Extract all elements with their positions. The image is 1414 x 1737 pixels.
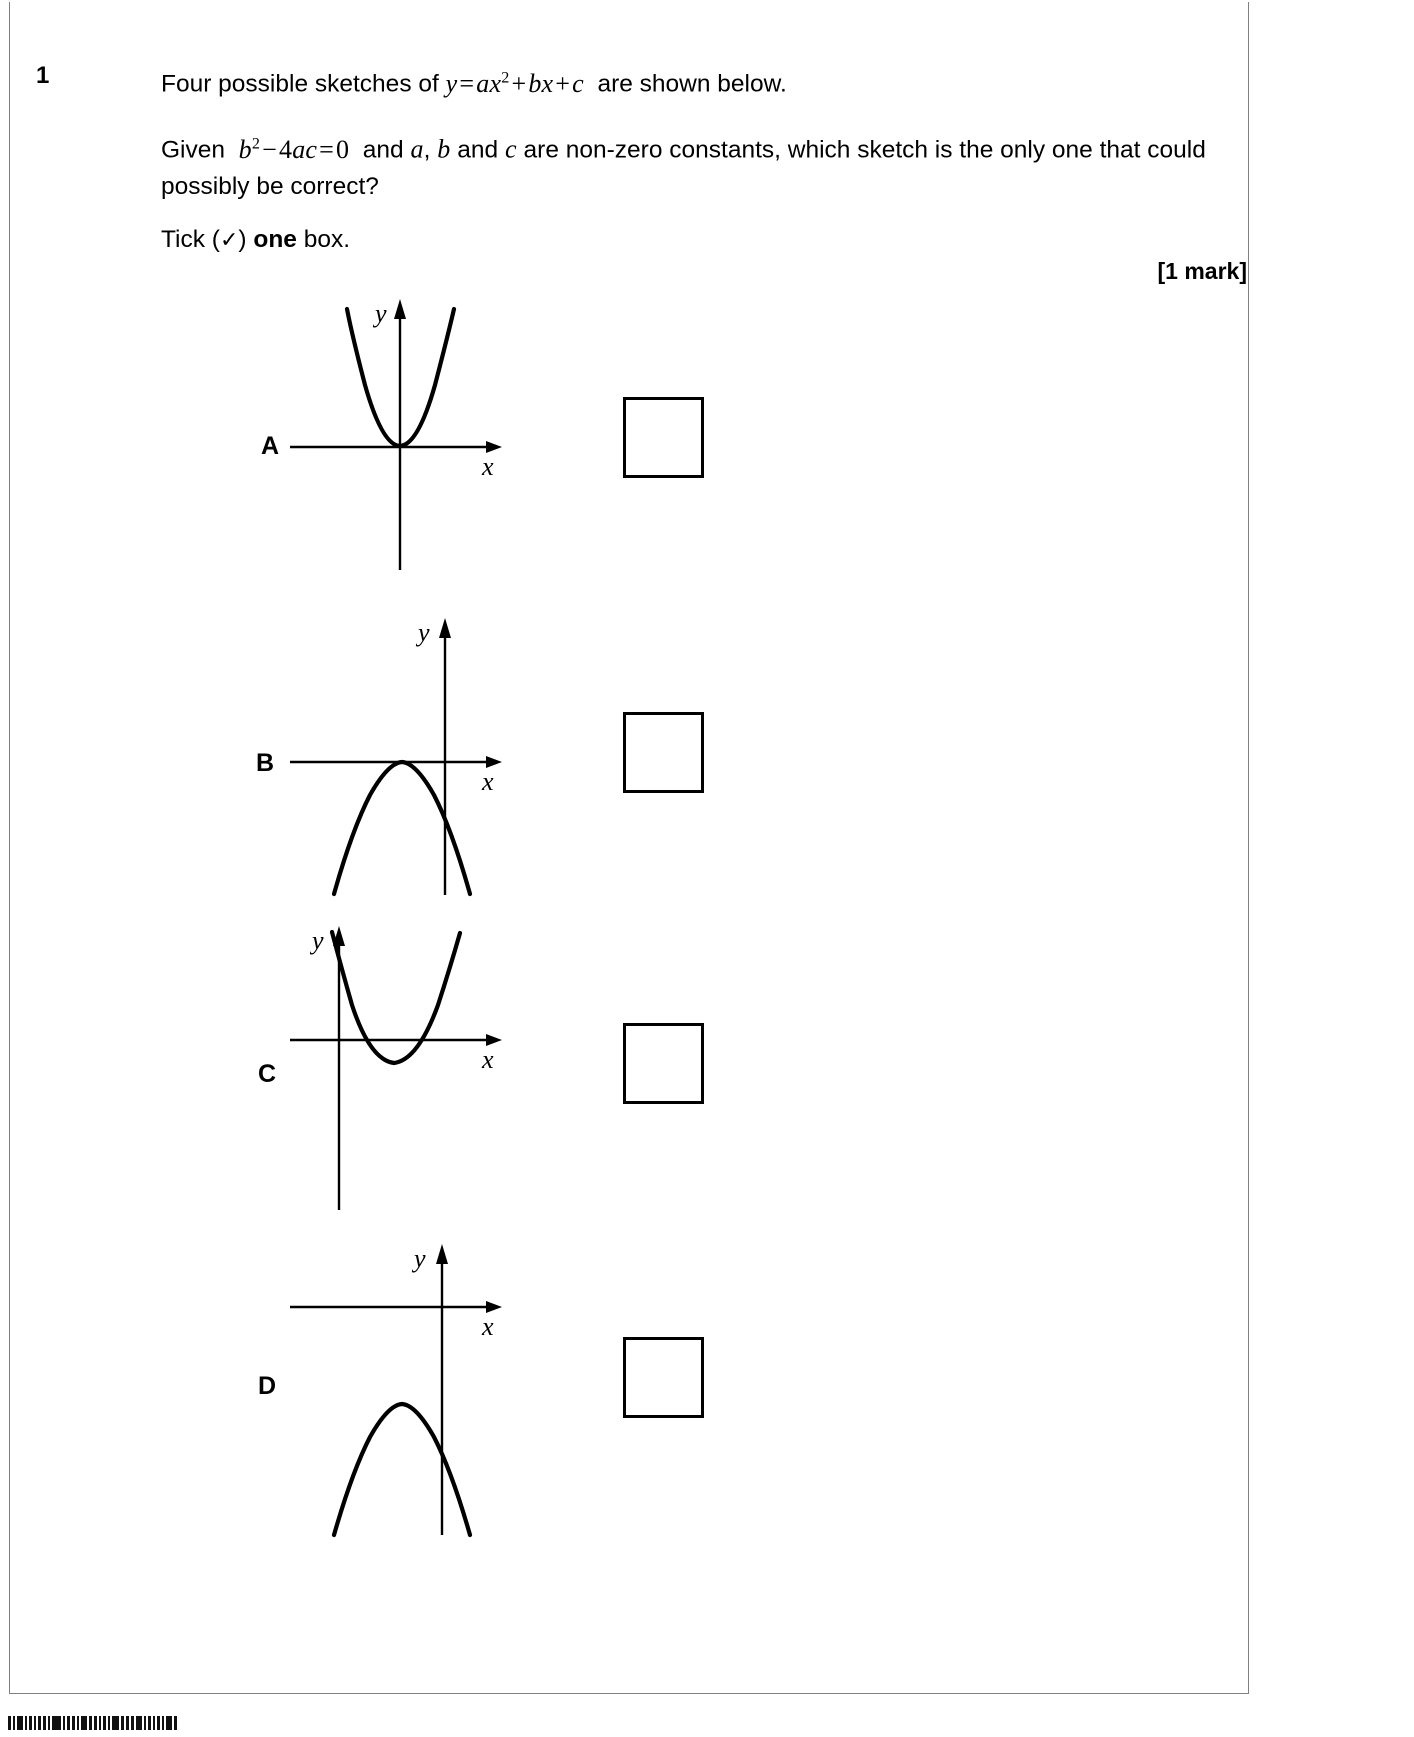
parabola-curve-c [332, 932, 460, 1063]
question-line-2-mid: and [362, 136, 404, 164]
and-word: and [457, 136, 499, 164]
formula-variables: a [410, 134, 424, 164]
y-axis-arrow-b [439, 618, 451, 638]
barcode [8, 1716, 179, 1730]
tick-instruction-bold: one [253, 226, 297, 253]
tick-instruction-suffix: box. [296, 226, 351, 253]
barcode-bar [144, 1716, 146, 1730]
barcode-bar [77, 1716, 79, 1730]
question-line-2: Given $b^2-4ac=0$ and a, b and c are non-zero constants, which sketch is the only one that could possibly be correct? [161, 134, 1206, 200]
barcode-bar [13, 1716, 15, 1730]
barcode-bar [121, 1716, 124, 1730]
option-letter-b: B [256, 749, 275, 777]
barcode-bar [81, 1716, 87, 1730]
y-axis-arrow-a [394, 299, 406, 319]
sketch-c-svg [290, 920, 590, 1220]
barcode-bar [17, 1716, 23, 1730]
barcode-bar [63, 1716, 65, 1730]
question-line-1-prefix: Four possible sketches of [161, 70, 439, 98]
option-letter-d: D [258, 1372, 277, 1400]
barcode-bar [72, 1716, 75, 1730]
answer-box-d[interactable] [623, 1337, 704, 1418]
barcode-bar [112, 1716, 119, 1730]
barcode-bar [94, 1716, 97, 1730]
answer-box-c[interactable] [623, 1023, 704, 1104]
barcode-bar [157, 1716, 160, 1730]
formula-quadratic: $y=ax^2+bx+c$ [445, 68, 591, 98]
sketch-a-svg [290, 295, 590, 585]
barcode-bar [126, 1716, 129, 1730]
barcode-bar [8, 1716, 11, 1730]
barcode-bar [136, 1716, 142, 1730]
barcode-bar [89, 1716, 92, 1730]
question-number: 1 [36, 62, 50, 89]
answer-box-b[interactable] [623, 712, 704, 793]
answer-box-a[interactable] [623, 397, 704, 478]
y-axis-arrow-d [436, 1244, 448, 1264]
x-axis-label-c: x [482, 1045, 494, 1074]
barcode-bar [29, 1716, 32, 1730]
option-letter-a: A [261, 432, 280, 460]
barcode-bar [48, 1716, 50, 1730]
barcode-bar [43, 1716, 46, 1730]
barcode-bar [103, 1716, 106, 1730]
option-letter-c: C [258, 1060, 277, 1088]
sketch-b [290, 610, 590, 910]
formula-discriminant: $b^2-4ac=0$ [238, 134, 350, 164]
tick-instruction-mid: ) [238, 226, 254, 253]
formula-variable-b: b [437, 134, 451, 164]
formula-variable-c: c [504, 134, 517, 164]
tick-instruction [161, 222, 861, 259]
y-axis-label-c: y [312, 926, 324, 955]
sketch-d [290, 1240, 590, 1540]
x-axis-label-b: x [482, 767, 494, 796]
barcode-bar [34, 1716, 36, 1730]
sketch-d-svg [290, 1240, 590, 1540]
parabola-curve-b [334, 762, 470, 894]
question-line-1 [161, 60, 1221, 103]
y-axis-label-a: y [375, 299, 387, 328]
barcode-bar [131, 1716, 134, 1730]
question-line-2-prefix: Given [161, 136, 226, 164]
question-line-2-suffix: are non-zero constants, which sketch is the only one that could possibly be correct? [161, 136, 1206, 200]
tick-instruction-prefix: Tick ( [161, 226, 220, 253]
barcode-bar [25, 1716, 27, 1730]
barcode-bar [108, 1716, 110, 1730]
x-axis-label-d: x [482, 1312, 494, 1341]
sketch-b-svg [290, 610, 590, 910]
barcode-bar [153, 1716, 155, 1730]
question-line-1-suffix: are shown below. [597, 70, 787, 98]
barcode-bar [67, 1716, 70, 1730]
barcode-bar [174, 1716, 177, 1730]
y-axis-label-d: y [414, 1244, 426, 1273]
barcode-bar [148, 1716, 151, 1730]
barcode-bar [38, 1716, 41, 1730]
barcode-bar [166, 1716, 172, 1730]
parabola-curve-d [334, 1404, 470, 1535]
sketch-c [290, 920, 590, 1220]
barcode-bar [99, 1716, 101, 1730]
x-axis-label-a: x [482, 452, 494, 481]
barcode-bar [162, 1716, 164, 1730]
check-icon: ✓ [219, 228, 239, 253]
marks-allocation: [1 mark] [1157, 258, 1247, 284]
y-axis-label-b: y [418, 618, 430, 647]
sketch-a [290, 295, 590, 595]
barcode-bar [52, 1716, 61, 1730]
